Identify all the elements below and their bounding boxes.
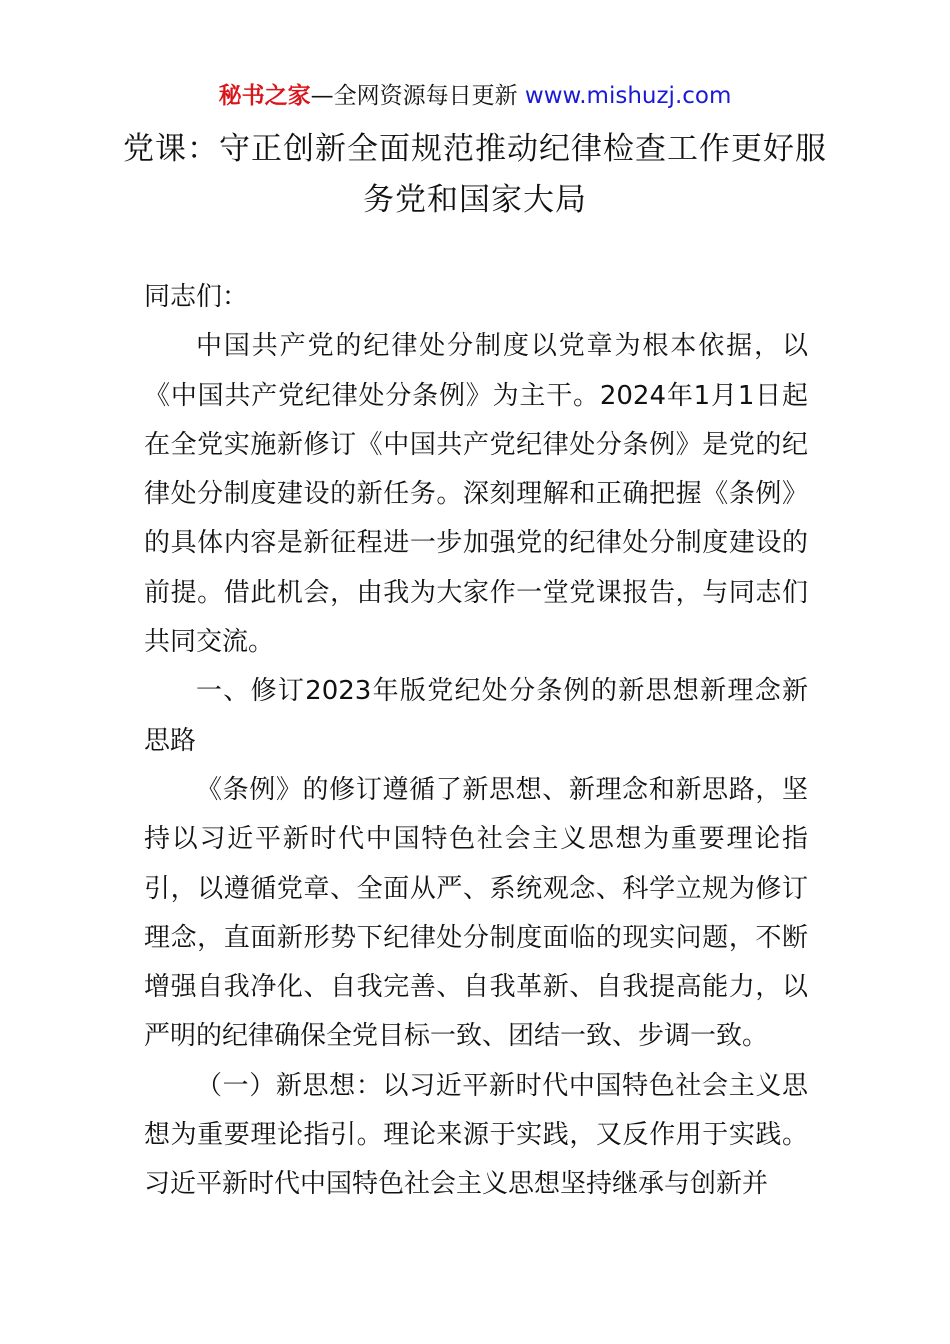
document-body — [144, 273, 808, 1210]
site-url[interactable]: www.mishuzj.com — [524, 83, 732, 109]
site-brand: 秘书之家 — [218, 83, 311, 109]
greeting: 同志们： — [144, 282, 249, 312]
paragraph-intro: 中国共产党的纪律处分制度以党章为根本依据，以《中国共产党纪律处分条例》为主干。2024年1月1日起在全党实施新修订《中国共产党纪律处分条例》是党的纪律处分制度建设的新任务。深刻理解和正确把握《条例》的具体内容是新征程进一步加强党的纪律处分制度建设的前提。借此机会，由我为大家作一堂党课报告，与同志们共同交流。 — [144, 331, 808, 658]
document-title: 党课：守正创新全面规范推动纪律检查工作更好服务党和国家大局 — [123, 131, 827, 218]
site-tagline: —全网资源每日更新 — [310, 83, 525, 109]
paragraph-subsection-1: （一）新思想：以习近平新时代中国特色社会主义思想为重要理论指引。理论来源于实践，又反作用于实践。习近平新时代中国特色社会主义思想坚持继承与创新并 — [144, 1070, 808, 1200]
section-heading-1: 一、修订2023年版党纪处分条例的新思想新理念新思路 — [144, 676, 808, 756]
site-header — [0, 80, 950, 112]
paragraph-section-1: 《条例》的修订遵循了新思想、新理念和新思路，坚持以习近平新时代中国特色社会主义思想为重要理论指引，以遵循党章、全面从严、系统观念、科学立规为修订理念，直面新形势下纪律处分制度面临的现实问题，不断增强自我净化、自我完善、自我革新、自我提高能力，以严明的纪律确保全党目标一致、团结一致、步调一致。 — [144, 774, 808, 1052]
